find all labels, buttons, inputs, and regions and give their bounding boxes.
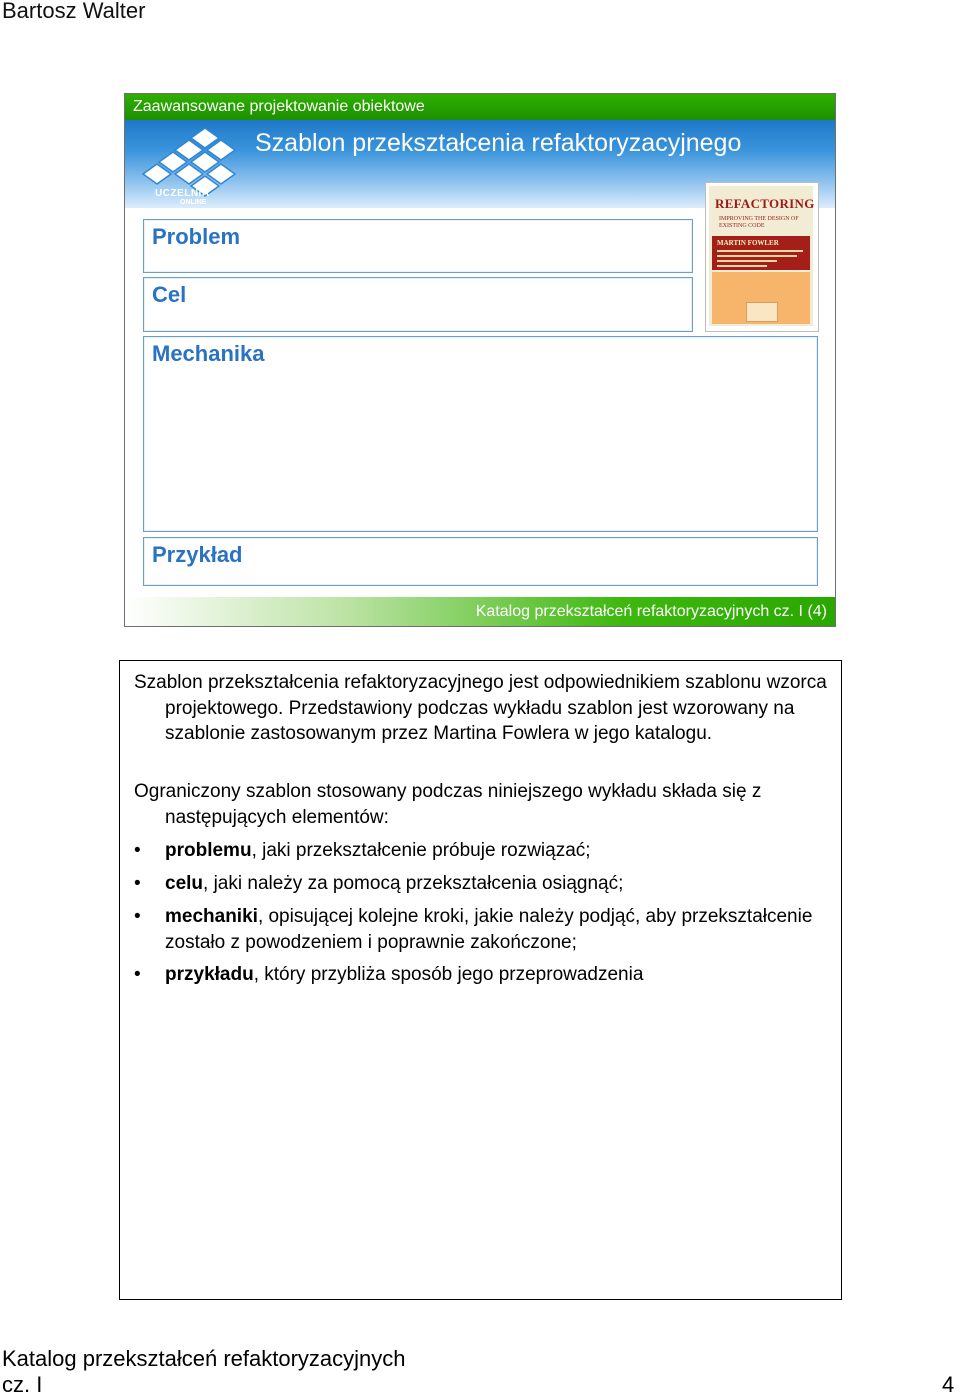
notes-paragraph-intro: Szablon przekształcenia refaktoryzacyjnego jest odpowiednikiem szablonu wzorca projektowego. Przedstawiony podczas wykładu szablon jest wzorowany na szablonie zastosowanym przez Martina Fowlera w jego katalogu. xyxy=(134,672,827,744)
list-item-text: , opisującej kolejne kroki, jakie należy podjąć, aby przekształcenie zostało z powodzeniem i poprawnie zakończone; xyxy=(165,906,813,953)
section-box-mechanika xyxy=(143,336,818,532)
section-box-przyklad xyxy=(143,537,818,586)
slide-course-title: Zaawansowane projektowanie obiektowe xyxy=(133,98,425,115)
section-label-problem: Problem xyxy=(152,224,241,249)
slide-footer-text: Katalog przekształceń refaktoryzacyjnych cz. I (4) xyxy=(475,603,827,620)
list-item-term: problemu xyxy=(165,840,252,861)
slide-footer-bar xyxy=(125,597,835,626)
notes-paragraph-elements: Ograniczony szablon stosowany podczas niniejszego wykładu składa się z następujących elementów: xyxy=(134,781,762,828)
book-lower-panel xyxy=(712,272,810,324)
list-item-text: , jaki należy za pomocą przekształcenia osiągnąć; xyxy=(203,873,624,894)
page-footer-title: Katalog przekształceń refaktoryzacyjnych xyxy=(2,1346,406,1371)
book-title: REFACTORING xyxy=(715,196,815,211)
book-author-band xyxy=(712,236,810,270)
section-label-cel: Cel xyxy=(152,282,187,307)
list-item-term: celu xyxy=(165,873,204,894)
refactoring-book-cover xyxy=(705,182,819,332)
section-label-przyklad: Przykład xyxy=(152,542,243,567)
bullet-icon: • xyxy=(134,840,141,861)
section-box-cel xyxy=(143,277,693,332)
slide xyxy=(124,93,836,627)
list-item-term: mechaniki xyxy=(165,906,258,927)
slide-title: Szablon przekształcenia refaktoryzacyjnego xyxy=(255,129,742,157)
list-item-text: , jaki przekształcenie próbuje rozwiązać; xyxy=(251,840,591,861)
bullet-icon: • xyxy=(134,873,141,894)
list-item-text: , który przybliża sposób jego przeprowadzenia xyxy=(253,964,644,985)
logo-text-online: ONLINE xyxy=(180,199,207,206)
page-number: 4 xyxy=(942,1372,955,1397)
bullet-icon: • xyxy=(134,964,141,985)
slide-top-bar xyxy=(125,94,835,120)
logo-text-uczelnia: UCZELNIA xyxy=(155,188,210,199)
page-header-author: Bartosz Walter xyxy=(2,0,146,23)
book-author: MARTIN FOWLER xyxy=(717,239,779,247)
section-label-mechanika: Mechanika xyxy=(152,341,265,366)
bullet-icon: • xyxy=(134,906,141,927)
section-box-problem xyxy=(143,219,693,273)
notes-box xyxy=(119,660,842,1300)
book-subtitle: IMPROVING THE DESIGN OF EXISTING CODE xyxy=(719,216,799,229)
list-item-term: przykładu xyxy=(165,964,254,985)
page-footer-part: cz. I xyxy=(2,1372,43,1397)
book-series-emblem xyxy=(746,302,778,322)
